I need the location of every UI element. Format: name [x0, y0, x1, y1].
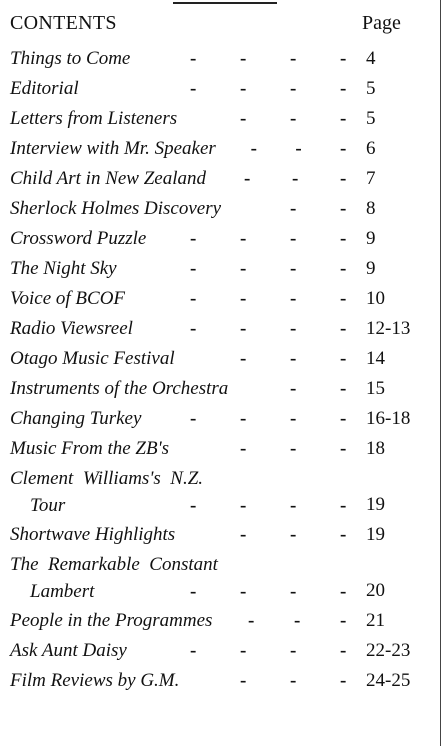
dash-leader: - — [340, 108, 347, 129]
dash-leader: - — [190, 258, 197, 279]
dash-leader: - — [290, 408, 297, 429]
dash-leader: - — [240, 288, 247, 309]
toc-entry-page: 15 — [366, 378, 385, 399]
dash-leader: - — [340, 168, 347, 189]
dash-leader: - — [190, 78, 197, 99]
toc-entry-page: 19 — [366, 494, 385, 515]
toc-entry[interactable] — [10, 198, 430, 228]
dash-leader: - — [290, 640, 297, 661]
toc-entry-page: 24-25 — [366, 670, 411, 691]
dash-leader: - — [290, 258, 297, 279]
dash-leader: - — [340, 258, 347, 279]
dash-leader: - — [340, 378, 347, 399]
toc-entry-title: Editorial — [10, 78, 79, 99]
toc-entry-title: Voice of BCOF — [10, 288, 126, 309]
toc-entry-page: 9 — [366, 228, 376, 249]
toc-entry-title: Instruments of the Orchestra — [10, 378, 229, 399]
dash-leader: - — [190, 408, 197, 429]
dash-leader: - — [340, 228, 347, 249]
dash-leader: - — [290, 438, 297, 459]
toc-entry-title: Letters from Listeners — [10, 108, 178, 129]
toc-entry-title: The Night Sky — [10, 258, 117, 279]
toc-entry[interactable] — [10, 168, 430, 198]
toc-entry[interactable] — [10, 228, 430, 258]
toc-entry-page: 8 — [366, 198, 376, 219]
dash-leader: - — [290, 581, 297, 602]
dash-leader: - — [240, 258, 247, 279]
toc-entry[interactable] — [10, 468, 430, 524]
dash-leader: - — [240, 78, 247, 99]
dash-leader: - — [240, 670, 247, 691]
toc-entry-title: The Remarkable Constant — [10, 554, 218, 575]
dash-leader: - — [340, 318, 347, 339]
dash-leader: - — [240, 495, 247, 516]
dash-leader: - — [340, 138, 347, 159]
toc-entry-title: Child Art in New Zealand — [10, 168, 207, 189]
toc-entry-page: 9 — [366, 258, 376, 279]
dash-leader: - — [240, 348, 247, 369]
dash-leader: - — [190, 581, 197, 602]
dash-leader: - — [340, 670, 347, 691]
dash-leader: - — [240, 408, 247, 429]
toc-entry-title: Music From the ZB's — [10, 438, 170, 459]
dash-leader: - — [290, 378, 297, 399]
column-rule — [440, 0, 441, 746]
toc-entry-title: Film Reviews by G.M. — [10, 670, 180, 691]
toc-entry-page: 5 — [366, 78, 376, 99]
toc-entry-title: Radio Viewsreel — [10, 318, 133, 339]
dash-leader: - — [290, 198, 297, 219]
top-rule — [173, 2, 277, 4]
toc-entry[interactable] — [10, 554, 430, 610]
dash-leader: - — [240, 48, 247, 69]
contents-header — [10, 12, 430, 40]
toc-entry[interactable] — [10, 378, 430, 408]
dash-leader: - — [190, 48, 197, 69]
toc-entry-page: 5 — [366, 108, 376, 129]
dash-leader: - — [290, 228, 297, 249]
dash-leader: - — [240, 524, 247, 545]
dash-leader: - — [290, 495, 297, 516]
toc-entry[interactable] — [10, 438, 430, 468]
dash-leader: - — [240, 640, 247, 661]
dash-leader: - — [340, 524, 347, 545]
toc-entry-page: 20 — [366, 580, 385, 601]
dash-leader: - — [240, 108, 247, 129]
toc-entry[interactable] — [10, 318, 430, 348]
toc-entry[interactable] — [10, 258, 430, 288]
contents-list — [10, 48, 430, 700]
toc-entry-page: 12-13 — [366, 318, 411, 339]
dash-leader: - — [295, 138, 302, 159]
dash-leader: - — [240, 438, 247, 459]
dash-leader: - — [290, 318, 297, 339]
toc-entry-title: Clement Williams's N.Z. — [10, 468, 204, 489]
dash-leader: - — [290, 48, 297, 69]
dash-leader: - — [290, 524, 297, 545]
toc-entry-title: Crossword Puzzle — [10, 228, 147, 249]
dash-leader: - — [290, 288, 297, 309]
toc-entry-page: 14 — [366, 348, 385, 369]
toc-entry[interactable] — [10, 670, 430, 700]
toc-entry-page: 6 — [366, 138, 376, 159]
dash-leader: - — [190, 640, 197, 661]
contents-title: CONTENTS — [10, 12, 117, 34]
toc-entry[interactable] — [10, 408, 430, 438]
dash-leader: - — [190, 318, 197, 339]
toc-entry-title: Ask Aunt Daisy — [10, 640, 127, 661]
dash-leader: - — [240, 581, 247, 602]
dash-leader: - — [250, 138, 257, 159]
dash-leader: - — [340, 348, 347, 369]
dash-leader: - — [190, 288, 197, 309]
toc-entry-title: Shortwave Highlights — [10, 524, 176, 545]
toc-entry-title: Sherlock Holmes Discovery — [10, 198, 222, 219]
toc-entry-page: 18 — [366, 438, 385, 459]
toc-entry-title: Changing Turkey — [10, 408, 142, 429]
dash-leader: - — [248, 610, 255, 631]
dash-leader: - — [340, 581, 347, 602]
toc-entry[interactable] — [10, 138, 430, 168]
dash-leader: - — [290, 108, 297, 129]
toc-entry[interactable] — [10, 288, 430, 318]
dash-leader: - — [240, 318, 247, 339]
toc-entry[interactable] — [10, 524, 430, 554]
toc-entry-page: 22-23 — [366, 640, 411, 661]
dash-leader: - — [340, 495, 347, 516]
toc-entry[interactable] — [10, 348, 430, 378]
toc-entry-page: 4 — [366, 48, 376, 69]
dash-leader: - — [340, 48, 347, 69]
toc-entry-page: 16-18 — [366, 408, 411, 429]
toc-entry-page: 19 — [366, 524, 385, 545]
dash-leader: - — [340, 640, 347, 661]
toc-entry[interactable] — [10, 640, 430, 670]
dash-leader: - — [340, 288, 347, 309]
toc-entry-page: 21 — [366, 610, 385, 631]
toc-entry-page: 7 — [366, 168, 376, 189]
dash-leader: - — [340, 78, 347, 99]
toc-entry-title: People in the Programmes — [10, 610, 213, 631]
page-column-label: Page — [362, 12, 401, 34]
dash-leader: - — [240, 228, 247, 249]
toc-entry[interactable] — [10, 48, 430, 78]
toc-entry[interactable] — [10, 108, 430, 138]
dash-leader: - — [244, 168, 251, 189]
dash-leader: - — [190, 228, 197, 249]
dash-leader: - — [290, 348, 297, 369]
toc-entry-title: Things to Come — [10, 48, 131, 69]
toc-entry-title: Otago Music Festival — [10, 348, 175, 369]
dash-leader: - — [190, 495, 197, 516]
dash-leader: - — [340, 408, 347, 429]
toc-entry-title-continued: Tour — [30, 495, 66, 516]
toc-entry[interactable] — [10, 78, 430, 108]
toc-entry[interactable] — [10, 610, 430, 640]
toc-entry-title-continued: Lambert — [30, 581, 95, 602]
toc-entry-page: 10 — [366, 288, 385, 309]
toc-entry-title: Interview with Mr. Speaker — [10, 138, 216, 159]
dash-leader: - — [340, 610, 347, 631]
dash-leader: - — [294, 610, 301, 631]
dash-leader: - — [340, 198, 347, 219]
dash-leader: - — [340, 438, 347, 459]
dash-leader: - — [292, 168, 299, 189]
dash-leader: - — [290, 78, 297, 99]
dash-leader: - — [290, 670, 297, 691]
